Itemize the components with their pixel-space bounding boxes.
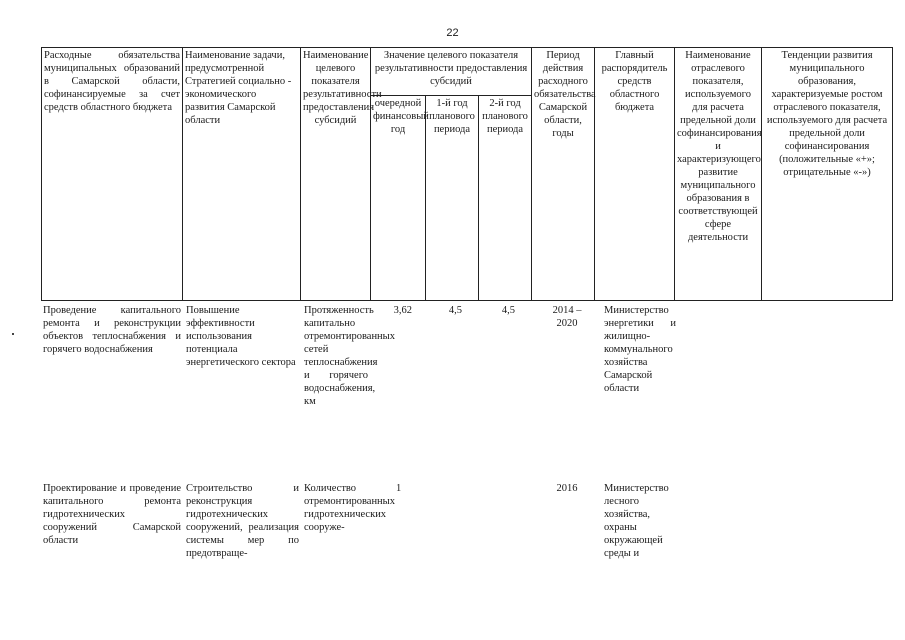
header-task: Наименование задачи, предусмотренной Стратегией социально - экономического развития Самарской области bbox=[183, 48, 301, 301]
row2-ministry: Министерство лесного хозяйства, охраны окружающей среды и bbox=[604, 483, 669, 559]
header-indicator: Наименование целевого показателя результативности предоставления субсидий bbox=[301, 48, 371, 301]
page-number: 22 bbox=[446, 27, 459, 39]
header-period: Период действия расходного обязательства Самарской области, годы bbox=[532, 48, 595, 301]
row1-obligation: Проведение капитального ремонта и реконструкции объектов теплоснабжения и горячего водоснабжения bbox=[43, 305, 181, 355]
row1-task: Повышение эффективности использования потенциала энергетического сектора bbox=[186, 305, 296, 368]
header-main-manager: Главный распорядитель средств областного бюджета bbox=[595, 48, 675, 301]
header-obligations: Расходные обязательства муниципальных образований в Самарской области, софинансируемые за счет средств областного бюджета bbox=[42, 48, 183, 301]
header-plan-year-1: 1-й год планового периода bbox=[426, 96, 479, 301]
row2-task: Строительство и реконструкция гидротехнических сооружений, реализация системы мер по предотвраще- bbox=[186, 483, 299, 559]
header-trends: Тенденции развития муниципального образования, характеризуемые ростом отраслевого показателя, используемого для расчета предельной доли софинансирования (положительные «+»; отрицательные «-») bbox=[762, 48, 893, 301]
row2-value-current: 1 bbox=[396, 483, 402, 494]
header-target-values: Значение целевого показателя результативности предоставления субсидий bbox=[371, 48, 532, 96]
header-table bbox=[41, 47, 893, 301]
row2-obligation: Проектирование и проведение капитального ремонта гидротехнических сооружений Самарской области bbox=[43, 483, 181, 546]
header-plan-year-2: 2-й год планового периода bbox=[479, 96, 532, 301]
row1-period: 2014 – 2020 bbox=[552, 305, 582, 329]
header-current-year: очередной финансовый год bbox=[371, 96, 426, 301]
row1-value-year1: 4,5 bbox=[448, 305, 462, 316]
row1-ministry: Министерство энергетики и жилищно-коммунального хозяйства Самарской области bbox=[604, 305, 676, 394]
header-sector-indicator: Наименование отраслевого показателя, используемого для расчета предельной доли софинансирования и характеризующего развитие муниципального образования в соответствующей сфере деятельности bbox=[675, 48, 762, 301]
scan-speck bbox=[12, 333, 14, 335]
row1-value-year2: 4,5 bbox=[501, 305, 515, 316]
row2-indicator: Количество отремонтированных гидротехнических сооруже- bbox=[304, 483, 395, 533]
row1-value-current: 3,62 bbox=[393, 305, 412, 316]
row2-period: 2016 bbox=[556, 483, 578, 494]
row1-indicator: Протяженность капитально отремонтированных сетей теплоснабжения и горячего водоснабжения, км bbox=[304, 305, 395, 407]
